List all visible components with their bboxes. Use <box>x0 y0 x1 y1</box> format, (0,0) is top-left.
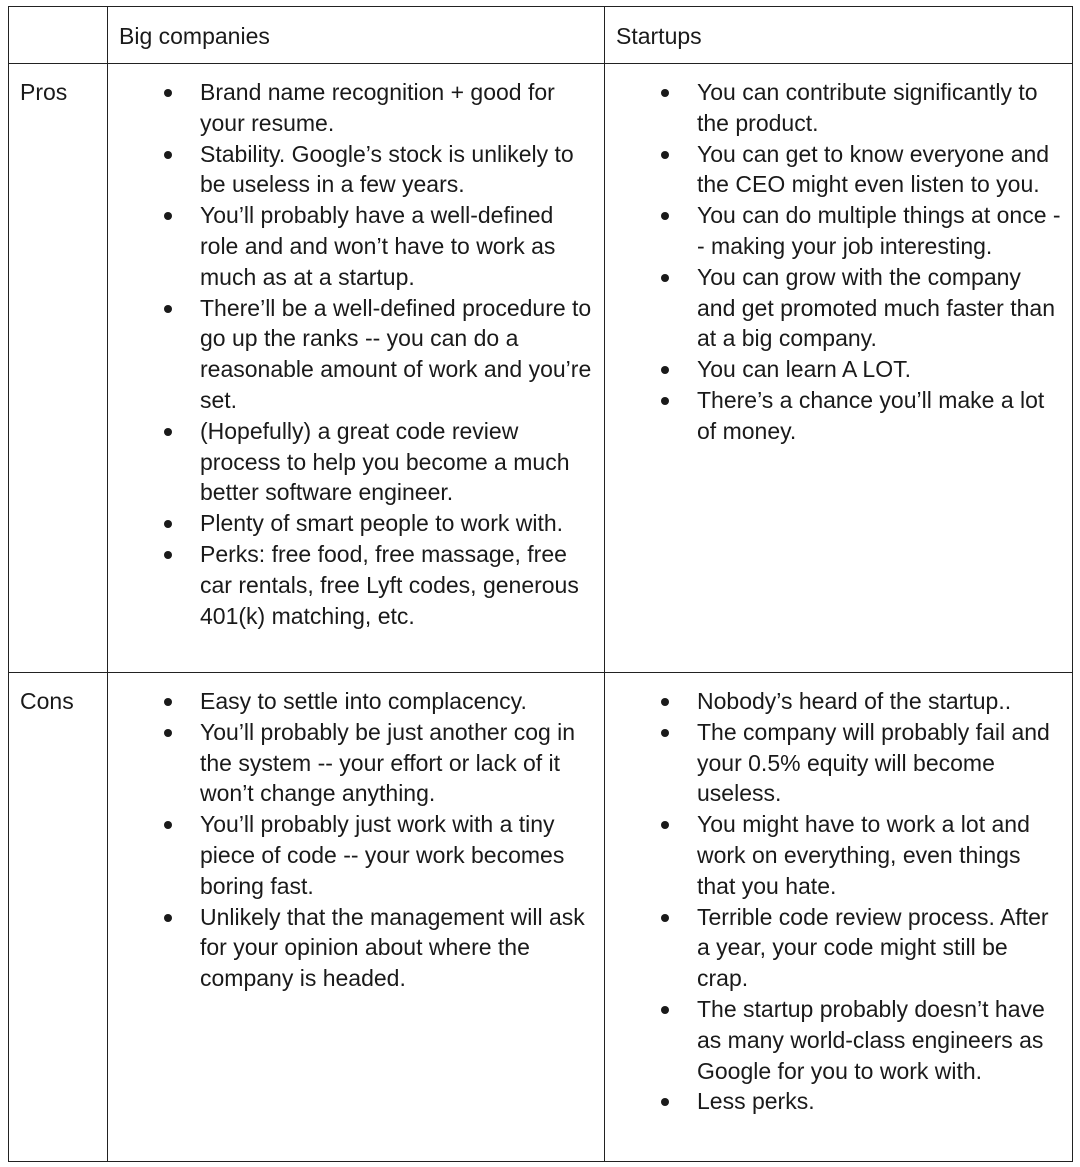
pros-startups-list <box>605 64 1072 447</box>
list-item: Easy to settle into complacency. <box>200 686 596 717</box>
list-item: There’ll be a well-defined procedure to go up the ranks -- you can do a reasonable amount of work and you’re set. <box>200 293 596 416</box>
header-row <box>9 7 1073 64</box>
comparison-table <box>8 6 1073 1162</box>
header-startups: Startups <box>616 23 702 49</box>
cons-big-cell <box>108 673 605 1162</box>
header-empty-cell <box>9 7 108 64</box>
list-item: Unlikely that the management will ask for your opinion about where the company is headed. <box>200 902 596 994</box>
header-cell-big-companies <box>108 7 605 64</box>
list-item: Plenty of smart people to work with. <box>200 508 596 539</box>
list-item: Nobody’s heard of the startup.. <box>697 686 1064 717</box>
list-item: You can contribute significantly to the product. <box>697 77 1064 139</box>
list-item: You’ll probably just work with a tiny piece of code -- your work becomes boring fast. <box>200 809 596 901</box>
cons-big-list <box>108 673 604 994</box>
list-item: (Hopefully) a great code review process to help you become a much better software engineer. <box>200 416 596 508</box>
list-item: The startup probably doesn’t have as many world-class engineers as Google for you to work with. <box>697 994 1064 1086</box>
list-item: The company will probably fail and your 0.5% equity will become useless. <box>697 717 1064 809</box>
list-item: You might have to work a lot and work on everything, even things that you hate. <box>697 809 1064 901</box>
cons-label-cell <box>9 673 108 1162</box>
pros-big-cell <box>108 64 605 673</box>
cons-label: Cons <box>20 688 74 714</box>
pros-label: Pros <box>20 79 68 105</box>
list-item: Brand name recognition + good for your resume. <box>200 77 596 139</box>
list-item: Perks: free food, free massage, free car rentals, free Lyft codes, generous 401(k) matching, etc. <box>200 539 596 631</box>
list-item: You can do multiple things at once -- making your job interesting. <box>697 200 1064 262</box>
list-item: Terrible code review process. After a year, your code might still be crap. <box>697 902 1064 994</box>
list-item: You can get to know everyone and the CEO might even listen to you. <box>697 139 1064 201</box>
list-item: You’ll probably be just another cog in the system -- your effort or lack of it won’t change anything. <box>200 717 596 809</box>
header-big-companies: Big companies <box>119 23 270 49</box>
header-cell-startups <box>605 7 1073 64</box>
pros-startups-cell <box>605 64 1073 673</box>
cons-row <box>9 673 1073 1162</box>
list-item: You can learn A LOT. <box>697 354 1064 385</box>
list-item: There’s a chance you’ll make a lot of money. <box>697 385 1064 447</box>
pros-row <box>9 64 1073 673</box>
list-item: You can grow with the company and get promoted much faster than at a big company. <box>697 262 1064 354</box>
list-item: You’ll probably have a well-defined role and and won’t have to work as much as at a startup. <box>200 200 596 292</box>
list-item: Stability. Google’s stock is unlikely to be useless in a few years. <box>200 139 596 201</box>
pros-big-list <box>108 64 604 631</box>
cons-startups-cell <box>605 673 1073 1162</box>
pros-label-cell <box>9 64 108 673</box>
cons-startups-list <box>605 673 1072 1117</box>
list-item: Less perks. <box>697 1086 1064 1117</box>
